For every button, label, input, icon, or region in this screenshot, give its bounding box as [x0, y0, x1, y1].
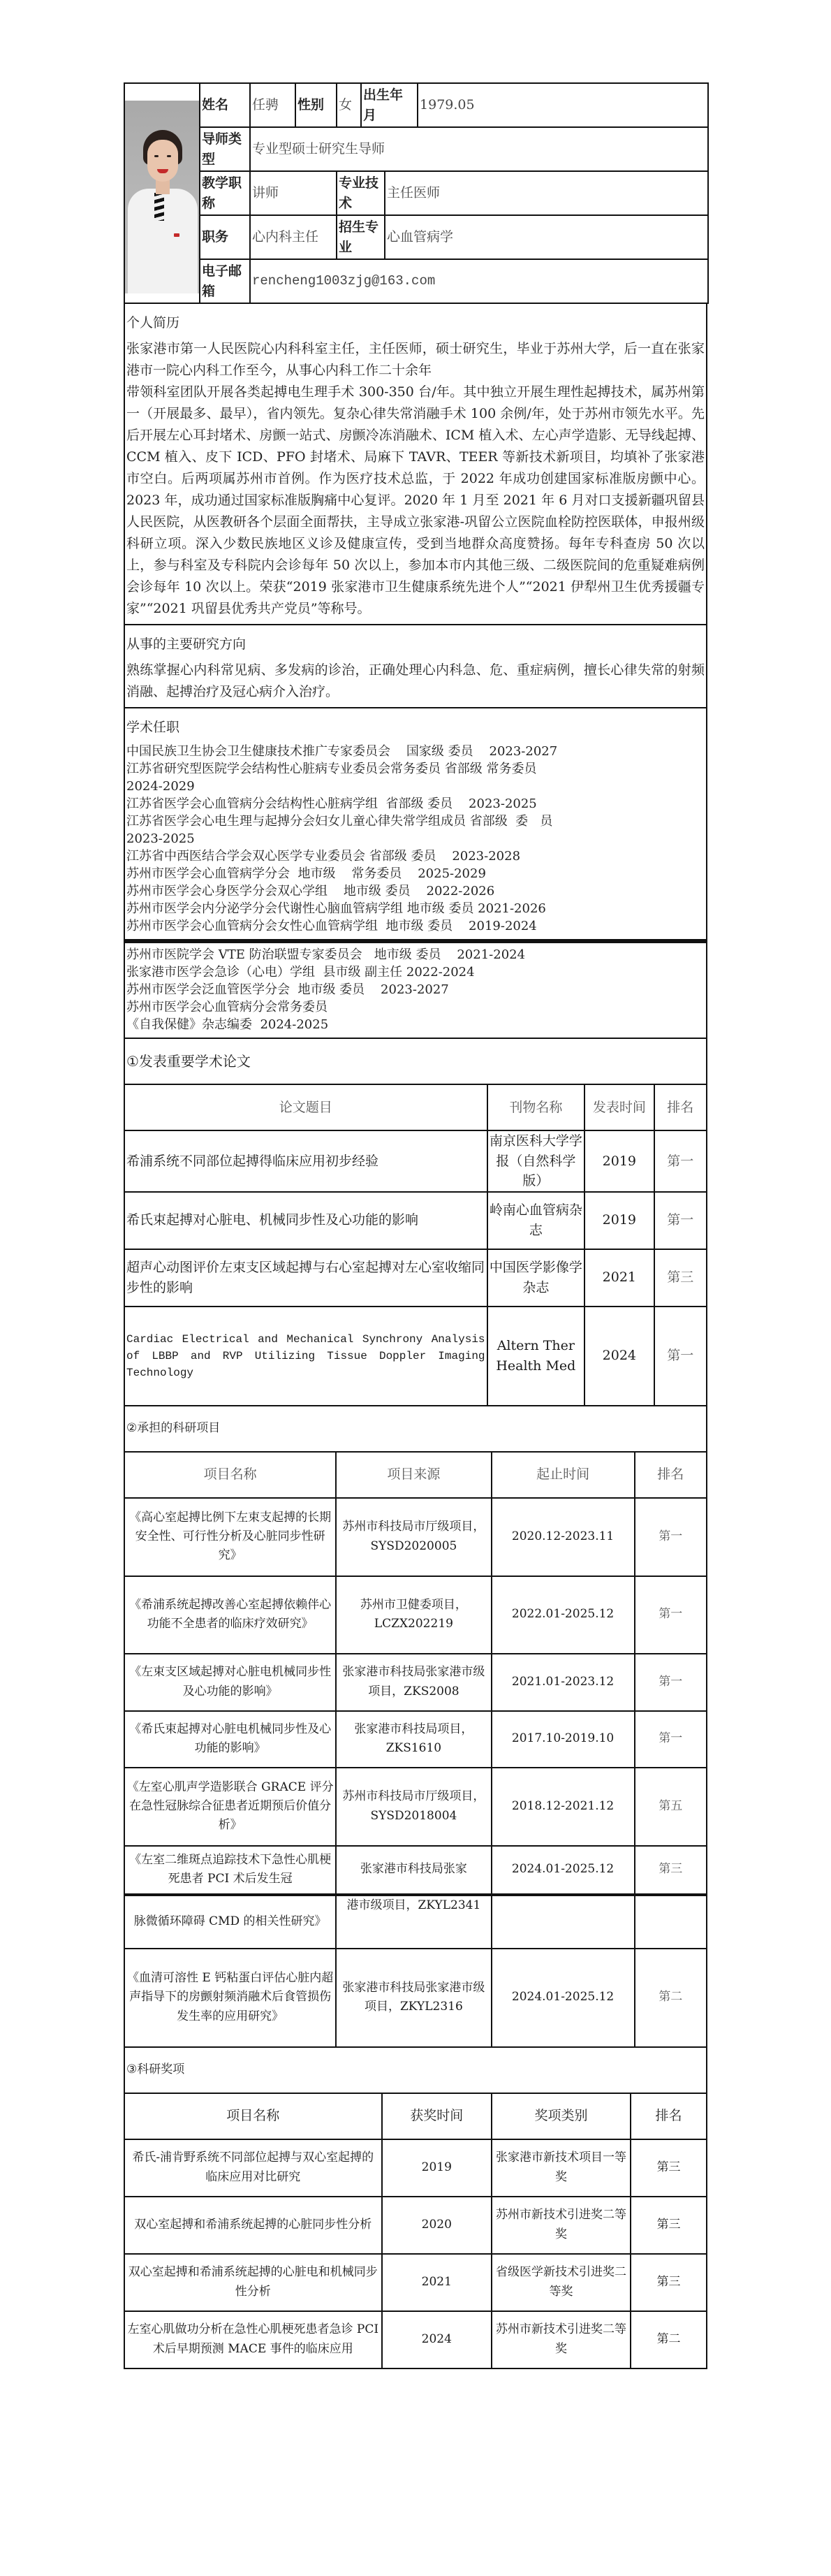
award-year: 2021	[382, 2254, 492, 2311]
award-name: 左室心肌做功分析在急性心肌梗死患者急诊 PCI 术后早期预测 MACE 事件的临床应用	[124, 2311, 382, 2368]
project-rank: 第一	[635, 1498, 707, 1576]
project-row	[124, 1895, 707, 1949]
teaching-title-value: 讲师	[250, 171, 337, 215]
academic-position-item: 张家港市医学会急诊（心电）学组 县市级 副主任 2022-2024	[126, 965, 475, 980]
paper-title: 希氏束起搏对心脏电、机械同步性及心功能的影响	[124, 1192, 487, 1249]
paper-journal: 南京医科大学学报（自然科学版）	[487, 1130, 585, 1192]
paper-title: Cardiac Electrical and Mechanical Synchrony Analysis of LBBP and RVP Utilizing Tissue Doppler Imaging Technology	[124, 1307, 487, 1406]
project-source: 苏州市科技局市厅级项目，SYSD2020005	[336, 1498, 491, 1576]
paper-year: 2019	[584, 1192, 654, 1249]
award-category: 张家港市新技术项目一等奖	[492, 2139, 631, 2197]
awards-table	[124, 2048, 707, 2369]
project-source: 张家港市科技局张家港市级项目，ZKYL2316	[336, 1949, 491, 2047]
project-name: 《左室心肌声学造影联合 GRACE 评分在急性冠脉综合征患者近期预后价值分析》	[124, 1768, 336, 1846]
tutor-type-label: 导师类型	[200, 127, 250, 171]
project-row	[124, 1949, 707, 2047]
award-row	[124, 2139, 707, 2197]
award-row	[124, 2197, 707, 2254]
gender-label: 性别	[295, 83, 337, 127]
project-rank	[635, 1895, 707, 1949]
paper-title: 希浦系统不同部位起搏得临床应用初步经验	[124, 1130, 487, 1192]
project-period: 2018.12-2021.12	[492, 1768, 635, 1846]
academic-position-item: 苏州市医学会内分泌学分会代谢性心脑血管病学组 地市级 委员 2021-2026	[126, 901, 546, 916]
academic-position-item: 江苏省研究型医院学会结构性心脏病专业委员会常务委员 省部级 常务委员	[126, 762, 537, 776]
award-year: 2020	[382, 2197, 492, 2254]
project-period: 2021.01-2023.12	[492, 1654, 635, 1711]
project-name: 《左室二维斑点追踪技术下急性心肌梗死患者 PCI 术后发生冠	[124, 1846, 336, 1895]
award-name: 双心室起搏和希浦系统起搏的心脏同步性分析	[124, 2197, 382, 2254]
project-row	[124, 1498, 707, 1576]
project-row	[124, 1576, 707, 1654]
birth-value: 1979.05	[418, 83, 708, 127]
paper-journal: 岭南心血管病杂志	[487, 1192, 585, 1249]
project-source: 苏州市卫健委项目，LCZX202219	[336, 1576, 491, 1654]
resume-paragraph-2: 带领科室团队开展各类起搏电生理手术 300-350 台/年。其中独立开展生理性起搏技术，属苏州第一（开展最多、最早），省内领先。复杂心律失常消融手术 100 余例/年，处于苏州市领先水平。先后开展左心耳封堵术、房颤一站式、房颤冷冻消融术、ICM 植入术、左心声学造影、无导线起搏、CCM 植入、皮下 ICD、PFO 封堵术、局麻下 TAVR、TEER 等新技术新项目，均填补了张家港市空白。后两项属苏州市首例。作为医疗技术总监，于 2022 年成功创建国家标准版房颤中心。2023 年，成功通过国家标准版胸痛中心复评。2020 年 1 月至 2021 年 6 月对口支援新疆巩留县人民医院，从医教研各个层面全面帮扶，主导成立张家港-巩留公立医院血栓防控医联体，申报州级科研立项。深入少数民族地区义诊及健康宣传，受到当地群众高度赞扬。每年专科查房 50 次以上，参与科室及专科院内会诊每年 50 次以上，参加本市内其他三级、二级医院间的危重疑难病例会诊每年 10 次以上。荣获“2019 张家港市卫生健康系统先进个人”“2021 伊犁州卫生优秀援疆专家”“2021 巩留县优秀共产党员”等称号。	[126, 384, 705, 616]
project-period: 2020.12-2023.11	[492, 1498, 635, 1576]
papers-title: ①发表重要学术论文	[124, 1039, 707, 1084]
papers-header-rank: 排名	[654, 1084, 707, 1130]
project-source: 苏州市科技局市厅级项目，SYSD2018004	[336, 1768, 491, 1846]
academic-position-item: 2024-2029	[126, 779, 195, 794]
academic-position-item: 苏州市医学会心身医学分会双心学组 地市级 委员 2022-2026	[126, 884, 495, 898]
resume-title: 个人简历	[126, 315, 180, 330]
project-name: 《希浦系统起搏改善心室起搏依赖伴心功能不全患者的临床疗效研究》	[124, 1576, 336, 1654]
gender-value: 女	[337, 83, 361, 127]
academic-position-item: 苏州市医学会心血管病分会女性心血管病学组 地市级 委员 2019-2024	[126, 919, 537, 933]
academic-positions-title: 学术任职	[126, 720, 180, 735]
award-name: 希氏-浦肯野系统不同部位起搏与双心室起搏的临床应用对比研究	[124, 2139, 382, 2197]
photo-cell	[124, 83, 200, 303]
award-row	[124, 2254, 707, 2311]
awards-header-year: 获奖时间	[382, 2093, 492, 2139]
award-rank: 第三	[631, 2197, 707, 2254]
paper-row	[124, 1249, 707, 1307]
position-label: 职务	[200, 215, 250, 259]
teaching-title-label: 教学职称	[200, 171, 250, 215]
research-direction-section	[124, 625, 707, 708]
profile-photo	[125, 101, 200, 293]
paper-rank: 第三	[654, 1249, 707, 1307]
projects-header-rank: 排名	[635, 1452, 707, 1498]
awards-header-rank: 排名	[631, 2093, 707, 2139]
profile-table	[124, 82, 709, 304]
academic-position-item: 苏州市医学会心血管病学分会 地市级 常务委员 2025-2029	[126, 866, 486, 881]
awards-header-category: 奖项类别	[492, 2093, 631, 2139]
project-period: 2024.01-2025.12	[492, 1846, 635, 1895]
resume-section	[124, 304, 707, 625]
project-row	[124, 1711, 707, 1768]
position-value: 心内科主任	[250, 215, 337, 259]
award-year: 2024	[382, 2311, 492, 2368]
academic-position-item: 苏州市医院学会 VTE 防治联盟专家委员会 地市级 委员 2021-2024	[126, 947, 526, 962]
paper-journal: Altern Ther Health Med	[487, 1307, 585, 1406]
award-rank: 第三	[631, 2139, 707, 2197]
award-name: 双心室起搏和希浦系统起搏的心脏电和机械同步性分析	[124, 2254, 382, 2311]
academic-position-item: 中国民族卫生协会卫生健康技术推广专家委员会 国家级 委员 2023-2027	[126, 744, 558, 759]
project-rank: 第五	[635, 1768, 707, 1846]
project-name: 脉微循环障碍 CMD 的相关性研究》	[124, 1895, 336, 1949]
academic-position-item: 江苏省医学会心血管病分会结构性心脏病学组 省部级 委员 2023-2025	[126, 796, 537, 811]
academic-position-item: 《自我保健》杂志编委 2024-2025	[126, 1017, 329, 1032]
papers-header-title: 论文题目	[124, 1084, 487, 1130]
awards-header-name: 项目名称	[124, 2093, 382, 2139]
birth-label: 出生年月	[361, 83, 418, 127]
project-name: 《希氏束起搏对心脏电机械同步性及心功能的影响》	[124, 1711, 336, 1768]
awards-title: ③科研奖项	[124, 2048, 707, 2093]
project-period: 2017.10-2019.10	[492, 1711, 635, 1768]
award-year: 2019	[382, 2139, 492, 2197]
major-label: 招生专业	[337, 215, 385, 259]
project-source: 张家港市科技局张家港市级项目，ZKS2008	[336, 1654, 491, 1711]
paper-rank: 第一	[654, 1307, 707, 1406]
project-period: 2022.01-2025.12	[492, 1576, 635, 1654]
paper-year: 2024	[584, 1307, 654, 1406]
project-rank: 第一	[635, 1711, 707, 1768]
academic-position-item: 苏州市医学会心血管病分会常务委员	[126, 1000, 328, 1014]
projects-header-source: 项目来源	[336, 1452, 491, 1498]
research-direction-text: 熟练掌握心内科常见病、多发病的诊治，正确处理心内科急、危、重症病例，擅长心律失常的射频消融、起搏治疗及冠心病介入治疗。	[126, 662, 705, 699]
tutor-type-value: 专业型硕士研究生导师	[250, 127, 708, 171]
paper-rank: 第一	[654, 1192, 707, 1249]
resume-paragraph-1: 张家港市第一人民医院心内科科室主任，主任医师，硕士研究生，毕业于苏州大学，后一直在张家港市一院心内科工作至今，从事心内科工作二十余年	[126, 341, 705, 378]
project-rank: 第一	[635, 1654, 707, 1711]
email-label: 电子邮箱	[200, 259, 250, 303]
award-category: 苏州市新技术引进奖二等奖	[492, 2197, 631, 2254]
award-category: 省级医学新技术引进奖二等奖	[492, 2254, 631, 2311]
papers-header-year: 发表时间	[584, 1084, 654, 1130]
award-row	[124, 2311, 707, 2368]
project-row	[124, 1768, 707, 1846]
project-source: 张家港市科技局项目，ZKS1610	[336, 1711, 491, 1768]
project-rank: 第二	[635, 1949, 707, 2047]
project-source: 张家港市科技局张家	[336, 1846, 491, 1895]
paper-journal: 中国医学影像学杂志	[487, 1249, 585, 1307]
projects-header-name: 项目名称	[124, 1452, 336, 1498]
project-period: 2024.01-2025.12	[492, 1949, 635, 2047]
projects-table	[124, 1406, 707, 2048]
cv-document	[124, 82, 707, 2369]
project-name: 《高心室起搏比例下左束支起搏的长期安全性、可行性分析及心脏同步性研究》	[124, 1498, 336, 1576]
papers-header-journal: 刊物名称	[487, 1084, 585, 1130]
award-rank: 第二	[631, 2311, 707, 2368]
paper-year: 2019	[584, 1130, 654, 1192]
project-rank: 第一	[635, 1576, 707, 1654]
research-direction-title: 从事的主要研究方向	[126, 636, 247, 652]
name-value: 任骋	[250, 83, 295, 127]
project-rank: 第三	[635, 1846, 707, 1895]
name-label: 姓名	[200, 83, 250, 127]
projects-title: ②承担的科研项目	[124, 1406, 707, 1452]
papers-table	[124, 1039, 707, 1406]
project-period	[492, 1895, 635, 1949]
tech-title-label: 专业技术	[337, 171, 385, 215]
email-value[interactable]: rencheng1003zjg@163.com	[250, 259, 708, 303]
academic-position-item: 江苏省中西医结合学会双心医学专业委员会 省部级 委员 2023-2028	[126, 849, 521, 864]
paper-rank: 第一	[654, 1130, 707, 1192]
academic-positions-section	[124, 708, 707, 940]
paper-row	[124, 1307, 707, 1406]
project-name: 《血清可溶性 E 钙粘蛋白评估心脏内超声指导下的房颤射频消融术后食管损伤发生率的应用研究》	[124, 1949, 336, 2047]
project-name: 《左束支区域起搏对心脏电机械同步性及心功能的影响》	[124, 1654, 336, 1711]
project-source: 港市级项目，ZKYL2341	[336, 1895, 491, 1949]
tech-title-value: 主任医师	[385, 171, 708, 215]
projects-header-period: 起止时间	[492, 1452, 635, 1498]
award-category: 苏州市新技术引进奖二等奖	[492, 2311, 631, 2368]
award-rank: 第三	[631, 2254, 707, 2311]
major-value: 心血管病学	[385, 215, 708, 259]
academic-position-item: 苏州市医学会泛血管医学分会 地市级 委员 2023-2027	[126, 982, 449, 997]
paper-year: 2021	[584, 1249, 654, 1307]
academic-position-item: 2023-2025	[126, 831, 195, 846]
paper-row	[124, 1192, 707, 1249]
academic-positions-continued	[124, 940, 707, 1039]
project-row	[124, 1846, 707, 1895]
paper-row	[124, 1130, 707, 1192]
paper-title: 超声心动图评价左束支区域起搏与右心室起搏对左心室收缩同步性的影响	[124, 1249, 487, 1307]
project-row	[124, 1654, 707, 1711]
academic-position-item: 江苏省医学会心电生理与起搏分会妇女儿童心律失常学组成员 省部级 委 员	[126, 814, 553, 829]
